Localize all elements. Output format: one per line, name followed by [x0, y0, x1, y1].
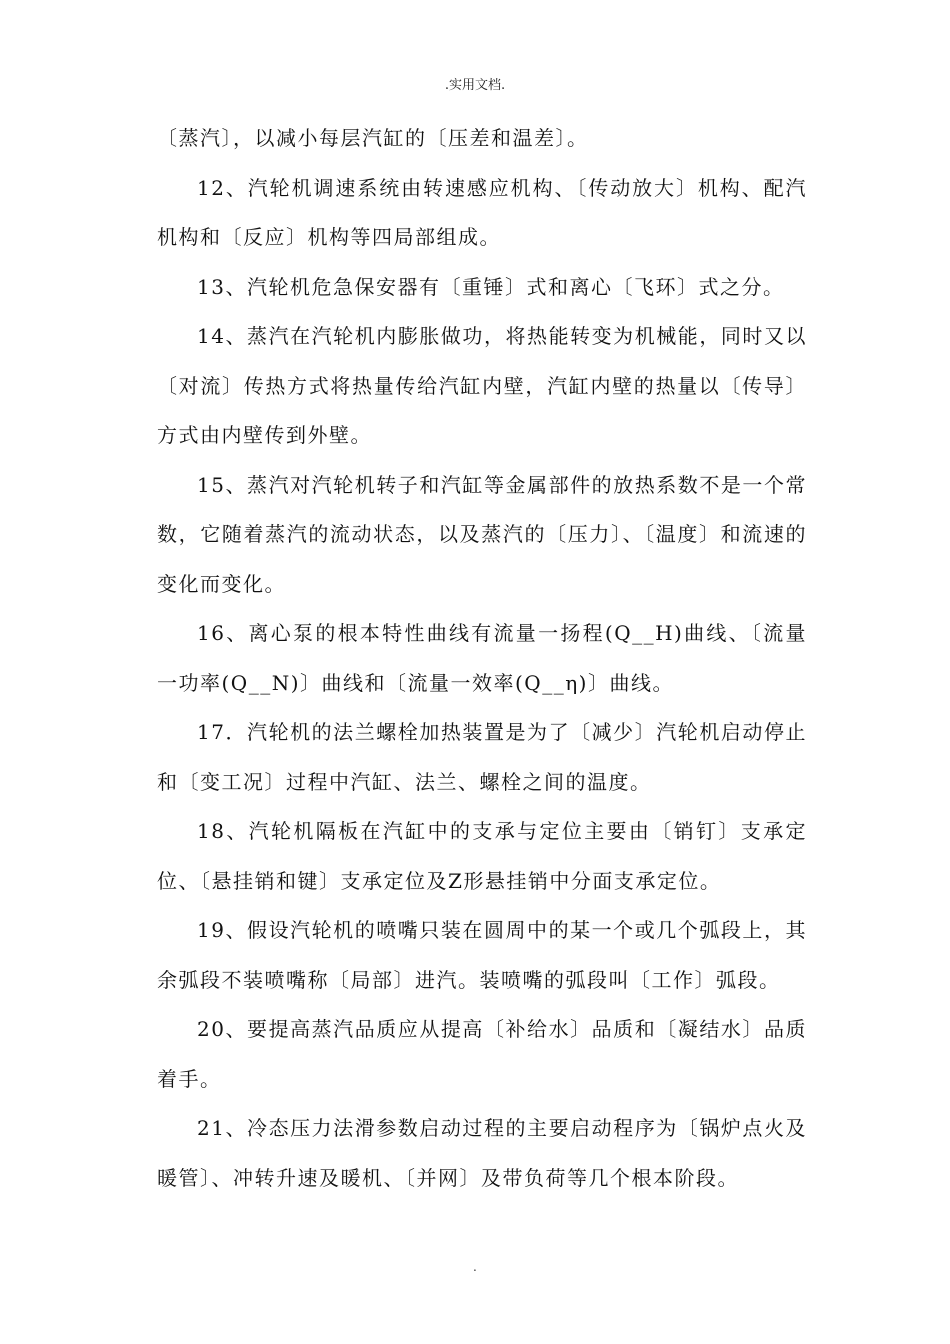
document-body — [157, 114, 807, 1203]
paragraph-item-15: 15、蒸汽对汽轮机转子和汽缸等金属部件的放热系数不是一个常数，它随着蒸汽的流动状态，以及蒸汽的〔压力〕、〔温度〕和流速的变化而变化。 — [157, 472, 807, 596]
paragraph-item-17: 17．汽轮机的法兰螺栓加热装置是为了〔减少〕汽轮机启动停止和〔变工况〕过程中汽缸、法兰、螺栓之间的温度。 — [157, 720, 807, 794]
paragraph-item-13: 13、汽轮机危急保安器有〔重锤〕式和离心〔飞环〕式之分。 — [197, 274, 785, 299]
page-header: .实用文档. — [444, 78, 506, 93]
paragraph-item-14: 14、蒸汽在汽轮机内膨胀做功，将热能转变为机械能，同时又以〔对流〕传热方式将热量传给汽缸内壁，汽缸内壁的热量以〔传导〕方式由内壁传到外壁。 — [157, 324, 807, 447]
paragraph-item-12: 12、汽轮机调速系统由转速感应机构、〔传动放大〕机构、配汽机构和〔反应〕机构等四局部组成。 — [157, 175, 807, 249]
paragraph-continuation: 〔蒸汽〕，以减小每层汽缸的〔压差和温差〕。 — [157, 126, 589, 150]
paragraph-item-21: 21、冷态压力法滑参数启动过程的主要启动程序为〔锅炉点火及暖管〕、冲转升速及暖机、〔并网〕及带负荷等几个根本阶段。 — [157, 1116, 807, 1190]
paragraph-item-19: 19、假设汽轮机的喷嘴只装在圆周中的某一个或几个弧段上，其余弧段不装喷嘴称〔局部〕进汽。装喷嘴的弧段叫〔工作〕弧段。 — [157, 918, 807, 992]
paragraph-item-16: 16、离心泵的根本特性曲线有流量一扬程(Q__H)曲线、〔流量一功率(Q__N)〕曲线和〔流量一效率(Q__η)〕曲线。 — [157, 621, 807, 695]
paragraph-item-18: 18、汽轮机隔板在汽缸中的支承与定位主要由〔销钉〕支承定位、〔悬挂销和键〕支承定位及Z形悬挂销中分面支承定位。 — [157, 819, 807, 893]
page-footer: . — [473, 1260, 477, 1274]
paragraph-item-20: 20、要提高蒸汽品质应从提高〔补给水〕品质和〔凝结水〕品质着手。 — [157, 1017, 807, 1091]
